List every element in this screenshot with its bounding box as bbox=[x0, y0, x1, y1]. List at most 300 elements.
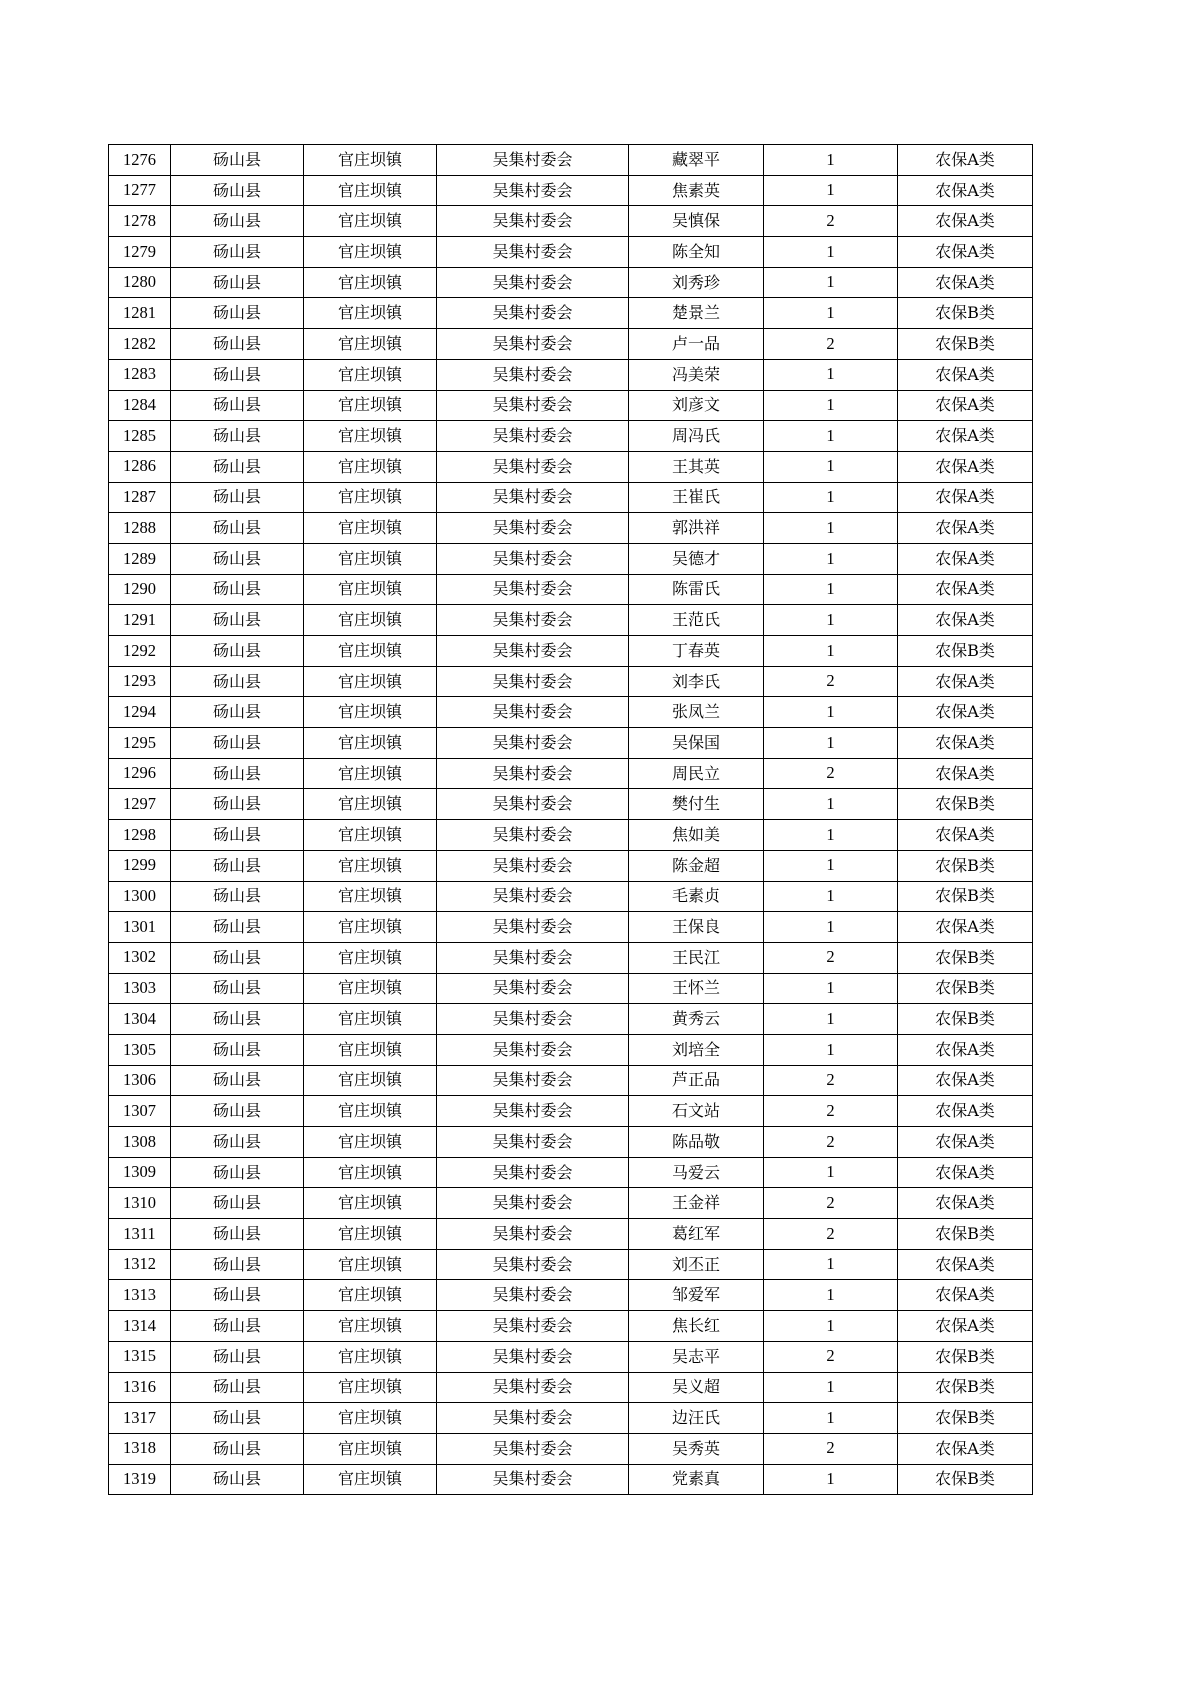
insurance-category-cell: 农保B类 bbox=[898, 850, 1033, 881]
row-number-cell: 1299 bbox=[109, 850, 171, 881]
table-row bbox=[109, 574, 1033, 605]
insurance-category-cell: 农保A类 bbox=[898, 1433, 1033, 1464]
county-cell: 砀山县 bbox=[171, 1403, 304, 1434]
county-cell: 砀山县 bbox=[171, 942, 304, 973]
county-cell: 砀山县 bbox=[171, 850, 304, 881]
table-row bbox=[109, 451, 1033, 482]
row-number-cell: 1307 bbox=[109, 1096, 171, 1127]
village-committee-cell: 吴集村委会 bbox=[437, 329, 629, 360]
village-committee-cell: 吴集村委会 bbox=[437, 482, 629, 513]
table-row bbox=[109, 543, 1033, 574]
town-cell: 官庄坝镇 bbox=[304, 820, 437, 851]
count-cell: 1 bbox=[764, 1464, 898, 1495]
person-name-cell: 周民立 bbox=[629, 758, 764, 789]
table-row bbox=[109, 1341, 1033, 1372]
count-cell: 1 bbox=[764, 820, 898, 851]
table-row bbox=[109, 1464, 1033, 1495]
person-name-cell: 王金祥 bbox=[629, 1188, 764, 1219]
count-cell: 1 bbox=[764, 390, 898, 421]
village-committee-cell: 吴集村委会 bbox=[437, 421, 629, 452]
village-committee-cell: 吴集村委会 bbox=[437, 359, 629, 390]
town-cell: 官庄坝镇 bbox=[304, 1004, 437, 1035]
person-name-cell: 王范氏 bbox=[629, 605, 764, 636]
village-committee-cell: 吴集村委会 bbox=[437, 789, 629, 820]
county-cell: 砀山县 bbox=[171, 175, 304, 206]
row-number-cell: 1312 bbox=[109, 1249, 171, 1280]
town-cell: 官庄坝镇 bbox=[304, 574, 437, 605]
person-name-cell: 刘李氏 bbox=[629, 666, 764, 697]
village-committee-cell: 吴集村委会 bbox=[437, 1127, 629, 1158]
person-name-cell: 藏翠平 bbox=[629, 145, 764, 176]
village-committee-cell: 吴集村委会 bbox=[437, 697, 629, 728]
town-cell: 官庄坝镇 bbox=[304, 912, 437, 943]
person-name-cell: 王崔氏 bbox=[629, 482, 764, 513]
county-cell: 砀山县 bbox=[171, 267, 304, 298]
row-number-cell: 1294 bbox=[109, 697, 171, 728]
county-cell: 砀山县 bbox=[171, 1433, 304, 1464]
village-committee-cell: 吴集村委会 bbox=[437, 1464, 629, 1495]
insurance-category-cell: 农保A类 bbox=[898, 390, 1033, 421]
count-cell: 1 bbox=[764, 1004, 898, 1035]
table-row bbox=[109, 605, 1033, 636]
county-cell: 砀山县 bbox=[171, 1464, 304, 1495]
county-cell: 砀山县 bbox=[171, 1311, 304, 1342]
county-cell: 砀山县 bbox=[171, 329, 304, 360]
village-committee-cell: 吴集村委会 bbox=[437, 175, 629, 206]
person-name-cell: 石文站 bbox=[629, 1096, 764, 1127]
count-cell: 2 bbox=[764, 1096, 898, 1127]
county-cell: 砀山县 bbox=[171, 605, 304, 636]
county-cell: 砀山县 bbox=[171, 1157, 304, 1188]
village-committee-cell: 吴集村委会 bbox=[437, 605, 629, 636]
county-cell: 砀山县 bbox=[171, 697, 304, 728]
county-cell: 砀山县 bbox=[171, 1096, 304, 1127]
row-number-cell: 1305 bbox=[109, 1034, 171, 1065]
count-cell: 1 bbox=[764, 267, 898, 298]
table-row bbox=[109, 666, 1033, 697]
town-cell: 官庄坝镇 bbox=[304, 881, 437, 912]
insurance-category-cell: 农保A类 bbox=[898, 666, 1033, 697]
count-cell: 2 bbox=[764, 1341, 898, 1372]
village-committee-cell: 吴集村委会 bbox=[437, 1065, 629, 1096]
village-committee-cell: 吴集村委会 bbox=[437, 1433, 629, 1464]
count-cell: 1 bbox=[764, 697, 898, 728]
table-row bbox=[109, 1433, 1033, 1464]
town-cell: 官庄坝镇 bbox=[304, 758, 437, 789]
county-cell: 砀山县 bbox=[171, 237, 304, 268]
count-cell: 2 bbox=[764, 1188, 898, 1219]
person-name-cell: 黄秀云 bbox=[629, 1004, 764, 1035]
village-committee-cell: 吴集村委会 bbox=[437, 145, 629, 176]
person-name-cell: 吴德才 bbox=[629, 543, 764, 574]
town-cell: 官庄坝镇 bbox=[304, 1157, 437, 1188]
row-number-cell: 1280 bbox=[109, 267, 171, 298]
insurance-category-cell: 农保B类 bbox=[898, 1403, 1033, 1434]
row-number-cell: 1314 bbox=[109, 1311, 171, 1342]
person-name-cell: 樊付生 bbox=[629, 789, 764, 820]
table-row bbox=[109, 390, 1033, 421]
insurance-category-cell: 农保B类 bbox=[898, 329, 1033, 360]
person-name-cell: 王保良 bbox=[629, 912, 764, 943]
table-row bbox=[109, 329, 1033, 360]
county-cell: 砀山县 bbox=[171, 145, 304, 176]
row-number-cell: 1303 bbox=[109, 973, 171, 1004]
county-cell: 砀山县 bbox=[171, 1065, 304, 1096]
count-cell: 1 bbox=[764, 1403, 898, 1434]
count-cell: 1 bbox=[764, 237, 898, 268]
person-name-cell: 楚景兰 bbox=[629, 298, 764, 329]
table-row bbox=[109, 697, 1033, 728]
town-cell: 官庄坝镇 bbox=[304, 1372, 437, 1403]
town-cell: 官庄坝镇 bbox=[304, 728, 437, 759]
county-cell: 砀山县 bbox=[171, 1219, 304, 1250]
row-number-cell: 1304 bbox=[109, 1004, 171, 1035]
village-committee-cell: 吴集村委会 bbox=[437, 237, 629, 268]
village-committee-cell: 吴集村委会 bbox=[437, 973, 629, 1004]
row-number-cell: 1293 bbox=[109, 666, 171, 697]
count-cell: 2 bbox=[764, 942, 898, 973]
county-cell: 砀山县 bbox=[171, 390, 304, 421]
village-committee-cell: 吴集村委会 bbox=[437, 1188, 629, 1219]
person-name-cell: 陈金超 bbox=[629, 850, 764, 881]
person-name-cell: 刘培全 bbox=[629, 1034, 764, 1065]
village-committee-cell: 吴集村委会 bbox=[437, 451, 629, 482]
town-cell: 官庄坝镇 bbox=[304, 390, 437, 421]
village-committee-cell: 吴集村委会 bbox=[437, 1249, 629, 1280]
row-number-cell: 1287 bbox=[109, 482, 171, 513]
town-cell: 官庄坝镇 bbox=[304, 421, 437, 452]
table-row bbox=[109, 820, 1033, 851]
person-name-cell: 陈品敬 bbox=[629, 1127, 764, 1158]
insurance-category-cell: 农保A类 bbox=[898, 145, 1033, 176]
insurance-category-cell: 农保A类 bbox=[898, 206, 1033, 237]
row-number-cell: 1285 bbox=[109, 421, 171, 452]
row-number-cell: 1283 bbox=[109, 359, 171, 390]
insurance-category-cell: 农保A类 bbox=[898, 758, 1033, 789]
row-number-cell: 1284 bbox=[109, 390, 171, 421]
insurance-category-cell: 农保A类 bbox=[898, 237, 1033, 268]
count-cell: 1 bbox=[764, 1249, 898, 1280]
row-number-cell: 1295 bbox=[109, 728, 171, 759]
table-row bbox=[109, 1311, 1033, 1342]
row-number-cell: 1276 bbox=[109, 145, 171, 176]
town-cell: 官庄坝镇 bbox=[304, 359, 437, 390]
table-row bbox=[109, 1372, 1033, 1403]
insurance-category-cell: 农保A类 bbox=[898, 513, 1033, 544]
row-number-cell: 1319 bbox=[109, 1464, 171, 1495]
insurance-category-cell: 农保B类 bbox=[898, 1372, 1033, 1403]
town-cell: 官庄坝镇 bbox=[304, 329, 437, 360]
insurance-category-cell: 农保B类 bbox=[898, 881, 1033, 912]
table-row bbox=[109, 1004, 1033, 1035]
row-number-cell: 1310 bbox=[109, 1188, 171, 1219]
beneficiary-table bbox=[108, 144, 1033, 1495]
table-row bbox=[109, 206, 1033, 237]
count-cell: 1 bbox=[764, 574, 898, 605]
village-committee-cell: 吴集村委会 bbox=[437, 1311, 629, 1342]
county-cell: 砀山县 bbox=[171, 1034, 304, 1065]
table-row bbox=[109, 1403, 1033, 1434]
count-cell: 1 bbox=[764, 789, 898, 820]
row-number-cell: 1317 bbox=[109, 1403, 171, 1434]
count-cell: 1 bbox=[764, 145, 898, 176]
row-number-cell: 1281 bbox=[109, 298, 171, 329]
insurance-category-cell: 农保A类 bbox=[898, 543, 1033, 574]
town-cell: 官庄坝镇 bbox=[304, 1219, 437, 1250]
village-committee-cell: 吴集村委会 bbox=[437, 881, 629, 912]
person-name-cell: 吴慎保 bbox=[629, 206, 764, 237]
insurance-category-cell: 农保B类 bbox=[898, 1464, 1033, 1495]
person-name-cell: 芦正品 bbox=[629, 1065, 764, 1096]
town-cell: 官庄坝镇 bbox=[304, 145, 437, 176]
row-number-cell: 1279 bbox=[109, 237, 171, 268]
village-committee-cell: 吴集村委会 bbox=[437, 298, 629, 329]
count-cell: 2 bbox=[764, 329, 898, 360]
town-cell: 官庄坝镇 bbox=[304, 1433, 437, 1464]
table-row bbox=[109, 237, 1033, 268]
village-committee-cell: 吴集村委会 bbox=[437, 206, 629, 237]
town-cell: 官庄坝镇 bbox=[304, 1403, 437, 1434]
county-cell: 砀山县 bbox=[171, 513, 304, 544]
town-cell: 官庄坝镇 bbox=[304, 543, 437, 574]
village-committee-cell: 吴集村委会 bbox=[437, 820, 629, 851]
table-row bbox=[109, 359, 1033, 390]
row-number-cell: 1277 bbox=[109, 175, 171, 206]
count-cell: 2 bbox=[764, 666, 898, 697]
table-row bbox=[109, 789, 1033, 820]
village-committee-cell: 吴集村委会 bbox=[437, 390, 629, 421]
insurance-category-cell: 农保A类 bbox=[898, 605, 1033, 636]
insurance-category-cell: 农保A类 bbox=[898, 1127, 1033, 1158]
insurance-category-cell: 农保A类 bbox=[898, 451, 1033, 482]
insurance-category-cell: 农保A类 bbox=[898, 421, 1033, 452]
insurance-category-cell: 农保A类 bbox=[898, 820, 1033, 851]
row-number-cell: 1296 bbox=[109, 758, 171, 789]
count-cell: 1 bbox=[764, 912, 898, 943]
county-cell: 砀山县 bbox=[171, 482, 304, 513]
count-cell: 1 bbox=[764, 513, 898, 544]
insurance-category-cell: 农保A类 bbox=[898, 574, 1033, 605]
table-row bbox=[109, 1249, 1033, 1280]
row-number-cell: 1297 bbox=[109, 789, 171, 820]
person-name-cell: 焦长红 bbox=[629, 1311, 764, 1342]
county-cell: 砀山县 bbox=[171, 973, 304, 1004]
table-row bbox=[109, 1127, 1033, 1158]
table-row bbox=[109, 145, 1033, 176]
town-cell: 官庄坝镇 bbox=[304, 850, 437, 881]
county-cell: 砀山县 bbox=[171, 206, 304, 237]
person-name-cell: 郭洪祥 bbox=[629, 513, 764, 544]
person-name-cell: 王其英 bbox=[629, 451, 764, 482]
person-name-cell: 焦如美 bbox=[629, 820, 764, 851]
town-cell: 官庄坝镇 bbox=[304, 942, 437, 973]
town-cell: 官庄坝镇 bbox=[304, 666, 437, 697]
village-committee-cell: 吴集村委会 bbox=[437, 912, 629, 943]
count-cell: 1 bbox=[764, 605, 898, 636]
table-body bbox=[109, 145, 1033, 1495]
town-cell: 官庄坝镇 bbox=[304, 513, 437, 544]
table-row bbox=[109, 728, 1033, 759]
table-row bbox=[109, 1034, 1033, 1065]
row-number-cell: 1278 bbox=[109, 206, 171, 237]
count-cell: 1 bbox=[764, 451, 898, 482]
town-cell: 官庄坝镇 bbox=[304, 973, 437, 1004]
row-number-cell: 1316 bbox=[109, 1372, 171, 1403]
table-row bbox=[109, 267, 1033, 298]
county-cell: 砀山县 bbox=[171, 728, 304, 759]
person-name-cell: 王民江 bbox=[629, 942, 764, 973]
table-row bbox=[109, 1280, 1033, 1311]
count-cell: 1 bbox=[764, 1157, 898, 1188]
table-row bbox=[109, 1157, 1033, 1188]
row-number-cell: 1301 bbox=[109, 912, 171, 943]
row-number-cell: 1306 bbox=[109, 1065, 171, 1096]
table-row bbox=[109, 912, 1033, 943]
count-cell: 1 bbox=[764, 973, 898, 1004]
county-cell: 砀山县 bbox=[171, 912, 304, 943]
county-cell: 砀山县 bbox=[171, 574, 304, 605]
insurance-category-cell: 农保B类 bbox=[898, 1219, 1033, 1250]
town-cell: 官庄坝镇 bbox=[304, 298, 437, 329]
town-cell: 官庄坝镇 bbox=[304, 267, 437, 298]
person-name-cell: 葛红军 bbox=[629, 1219, 764, 1250]
village-committee-cell: 吴集村委会 bbox=[437, 574, 629, 605]
town-cell: 官庄坝镇 bbox=[304, 1127, 437, 1158]
village-committee-cell: 吴集村委会 bbox=[437, 543, 629, 574]
table-row bbox=[109, 298, 1033, 329]
table-row bbox=[109, 175, 1033, 206]
town-cell: 官庄坝镇 bbox=[304, 636, 437, 667]
count-cell: 1 bbox=[764, 850, 898, 881]
person-name-cell: 吴义超 bbox=[629, 1372, 764, 1403]
count-cell: 1 bbox=[764, 359, 898, 390]
row-number-cell: 1290 bbox=[109, 574, 171, 605]
village-committee-cell: 吴集村委会 bbox=[437, 850, 629, 881]
town-cell: 官庄坝镇 bbox=[304, 789, 437, 820]
town-cell: 官庄坝镇 bbox=[304, 697, 437, 728]
table-row bbox=[109, 881, 1033, 912]
person-name-cell: 刘丕正 bbox=[629, 1249, 764, 1280]
village-committee-cell: 吴集村委会 bbox=[437, 513, 629, 544]
count-cell: 1 bbox=[764, 421, 898, 452]
insurance-category-cell: 农保B类 bbox=[898, 973, 1033, 1004]
insurance-category-cell: 农保B类 bbox=[898, 298, 1033, 329]
village-committee-cell: 吴集村委会 bbox=[437, 666, 629, 697]
village-committee-cell: 吴集村委会 bbox=[437, 1372, 629, 1403]
count-cell: 2 bbox=[764, 1433, 898, 1464]
row-number-cell: 1315 bbox=[109, 1341, 171, 1372]
row-number-cell: 1313 bbox=[109, 1280, 171, 1311]
row-number-cell: 1318 bbox=[109, 1433, 171, 1464]
person-name-cell: 冯美荣 bbox=[629, 359, 764, 390]
table-row bbox=[109, 850, 1033, 881]
town-cell: 官庄坝镇 bbox=[304, 451, 437, 482]
person-name-cell: 邹爱军 bbox=[629, 1280, 764, 1311]
row-number-cell: 1302 bbox=[109, 942, 171, 973]
village-committee-cell: 吴集村委会 bbox=[437, 1096, 629, 1127]
insurance-category-cell: 农保A类 bbox=[898, 1096, 1033, 1127]
county-cell: 砀山县 bbox=[171, 1127, 304, 1158]
insurance-category-cell: 农保A类 bbox=[898, 175, 1033, 206]
insurance-category-cell: 农保A类 bbox=[898, 482, 1033, 513]
count-cell: 1 bbox=[764, 1372, 898, 1403]
row-number-cell: 1291 bbox=[109, 605, 171, 636]
village-committee-cell: 吴集村委会 bbox=[437, 1157, 629, 1188]
person-name-cell: 张凤兰 bbox=[629, 697, 764, 728]
table-row bbox=[109, 482, 1033, 513]
person-name-cell: 焦素英 bbox=[629, 175, 764, 206]
count-cell: 1 bbox=[764, 298, 898, 329]
county-cell: 砀山县 bbox=[171, 1372, 304, 1403]
county-cell: 砀山县 bbox=[171, 820, 304, 851]
row-number-cell: 1309 bbox=[109, 1157, 171, 1188]
village-committee-cell: 吴集村委会 bbox=[437, 1341, 629, 1372]
village-committee-cell: 吴集村委会 bbox=[437, 1219, 629, 1250]
person-name-cell: 吴志平 bbox=[629, 1341, 764, 1372]
county-cell: 砀山县 bbox=[171, 758, 304, 789]
table-row bbox=[109, 1065, 1033, 1096]
insurance-category-cell: 农保A类 bbox=[898, 1034, 1033, 1065]
village-committee-cell: 吴集村委会 bbox=[437, 1280, 629, 1311]
count-cell: 2 bbox=[764, 758, 898, 789]
village-committee-cell: 吴集村委会 bbox=[437, 1004, 629, 1035]
count-cell: 1 bbox=[764, 1034, 898, 1065]
person-name-cell: 党素真 bbox=[629, 1464, 764, 1495]
county-cell: 砀山县 bbox=[171, 789, 304, 820]
town-cell: 官庄坝镇 bbox=[304, 1249, 437, 1280]
person-name-cell: 丁春英 bbox=[629, 636, 764, 667]
count-cell: 1 bbox=[764, 175, 898, 206]
village-committee-cell: 吴集村委会 bbox=[437, 636, 629, 667]
table-row bbox=[109, 758, 1033, 789]
county-cell: 砀山县 bbox=[171, 359, 304, 390]
count-cell: 1 bbox=[764, 543, 898, 574]
county-cell: 砀山县 bbox=[171, 1280, 304, 1311]
insurance-category-cell: 农保A类 bbox=[898, 1157, 1033, 1188]
town-cell: 官庄坝镇 bbox=[304, 1188, 437, 1219]
person-name-cell: 边汪氏 bbox=[629, 1403, 764, 1434]
person-name-cell: 马爱云 bbox=[629, 1157, 764, 1188]
row-number-cell: 1289 bbox=[109, 543, 171, 574]
village-committee-cell: 吴集村委会 bbox=[437, 728, 629, 759]
insurance-category-cell: 农保A类 bbox=[898, 1280, 1033, 1311]
town-cell: 官庄坝镇 bbox=[304, 175, 437, 206]
table-row bbox=[109, 1219, 1033, 1250]
person-name-cell: 刘秀珍 bbox=[629, 267, 764, 298]
insurance-category-cell: 农保A类 bbox=[898, 728, 1033, 759]
row-number-cell: 1300 bbox=[109, 881, 171, 912]
insurance-category-cell: 农保B类 bbox=[898, 1004, 1033, 1035]
count-cell: 2 bbox=[764, 206, 898, 237]
county-cell: 砀山县 bbox=[171, 1249, 304, 1280]
count-cell: 1 bbox=[764, 482, 898, 513]
insurance-category-cell: 农保B类 bbox=[898, 1341, 1033, 1372]
table-row bbox=[109, 942, 1033, 973]
town-cell: 官庄坝镇 bbox=[304, 1065, 437, 1096]
table-row bbox=[109, 513, 1033, 544]
town-cell: 官庄坝镇 bbox=[304, 1311, 437, 1342]
row-number-cell: 1282 bbox=[109, 329, 171, 360]
village-committee-cell: 吴集村委会 bbox=[437, 1403, 629, 1434]
person-name-cell: 陈雷氏 bbox=[629, 574, 764, 605]
row-number-cell: 1286 bbox=[109, 451, 171, 482]
town-cell: 官庄坝镇 bbox=[304, 482, 437, 513]
town-cell: 官庄坝镇 bbox=[304, 1096, 437, 1127]
county-cell: 砀山县 bbox=[171, 881, 304, 912]
insurance-category-cell: 农保A类 bbox=[898, 1311, 1033, 1342]
table-row bbox=[109, 636, 1033, 667]
count-cell: 1 bbox=[764, 881, 898, 912]
